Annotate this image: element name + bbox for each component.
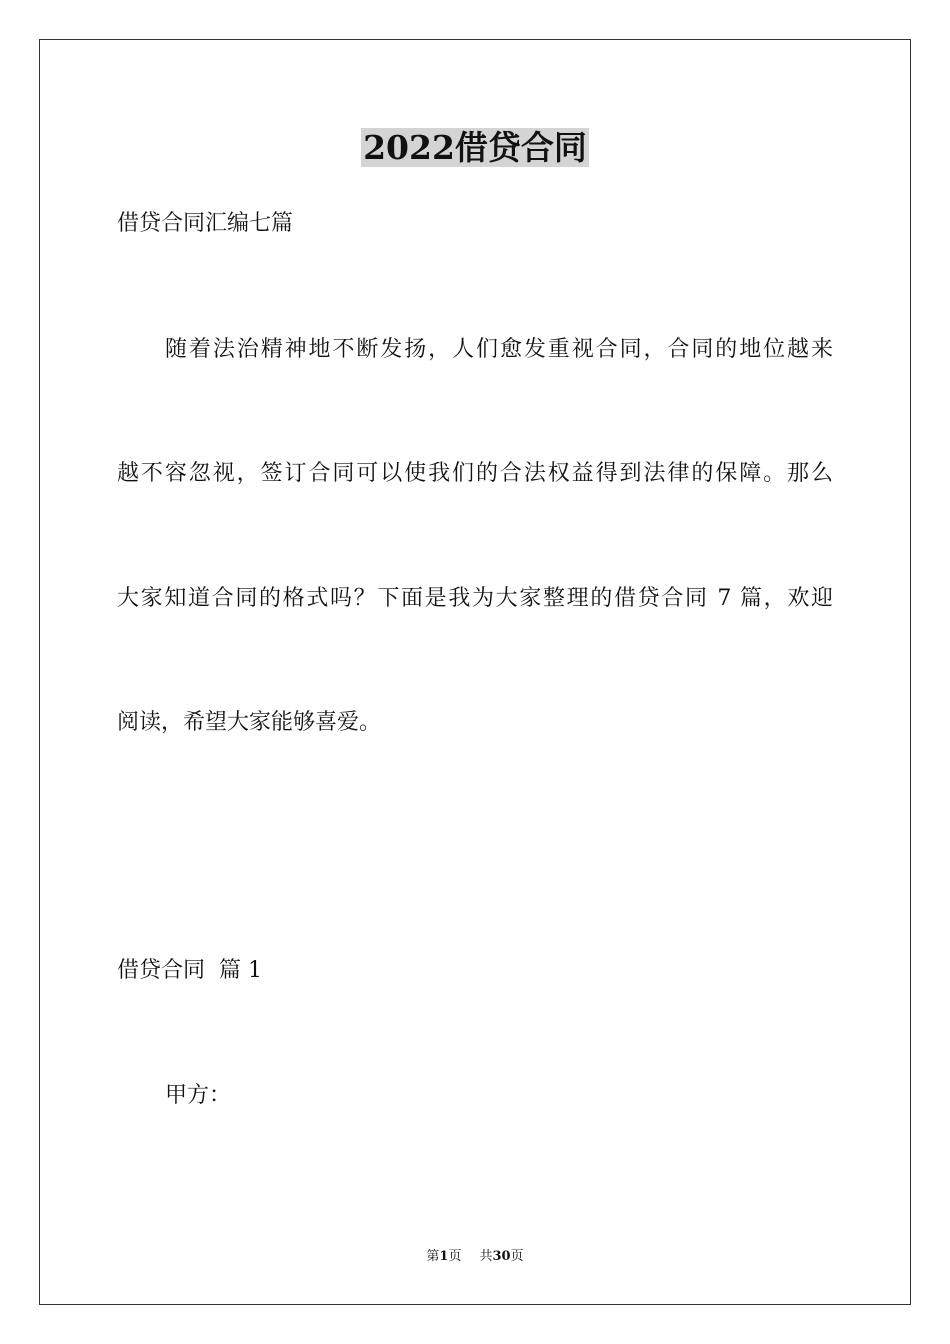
intro-line-4: 阅读，希望大家能够喜爱。 (117, 710, 382, 735)
party-a-label: 甲方： (165, 1083, 232, 1108)
section-heading: 借贷合同 篇 1 (117, 958, 262, 983)
footer-total-prefix: 共 (479, 1249, 493, 1264)
footer-page-current: 1 (439, 1249, 449, 1264)
footer-total-suffix: 页 (510, 1249, 524, 1264)
document-title (0, 128, 950, 168)
intro-line-3: 大家知道合同的格式吗？下面是我为大家整理的借贷合同 7 篇，欢迎 (117, 586, 833, 611)
document-subtitle: 借贷合同汇编七篇 (117, 211, 294, 236)
intro-line-1: 随着法治精神地不断发扬，人们愈发重视合同，合同的地位越来 (165, 337, 833, 362)
intro-line-2: 越不容忽视，签订合同可以使我们的合法权益得到法律的保障。那么 (117, 461, 833, 486)
page-footer (0, 1248, 950, 1266)
footer-page-total: 30 (492, 1249, 511, 1264)
document-title-text: 2022借贷合同 (363, 128, 587, 167)
footer-page-prefix: 第 (426, 1249, 440, 1264)
footer-page-suffix: 页 (448, 1249, 462, 1264)
